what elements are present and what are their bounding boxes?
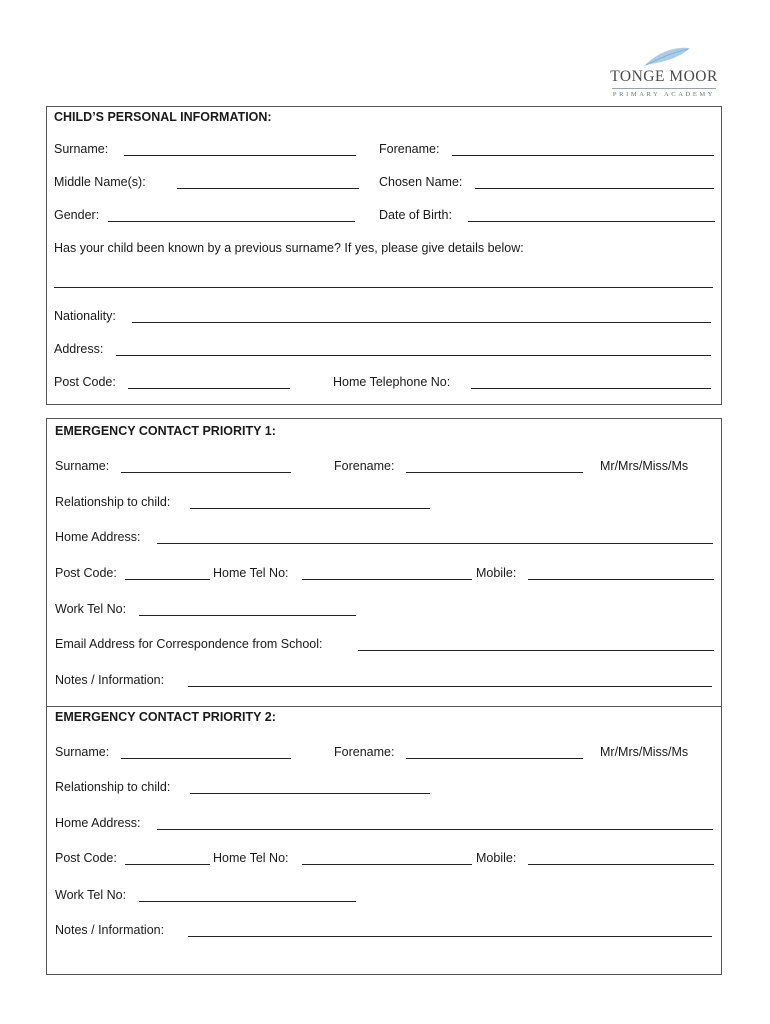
contact1-post-code-label: Post Code: [55, 566, 117, 580]
gender-label: Gender: [54, 208, 100, 222]
contact1-email-label: Email Address for Correspondence from School: [55, 637, 323, 651]
chosen-name-label: Chosen Name: [379, 175, 463, 189]
contact2-forename-field[interactable] [406, 758, 583, 759]
contact2-title-options[interactable]: Mr/Mrs/Miss/Ms [600, 745, 689, 759]
contact1-home-address-label: Home Address: [55, 530, 141, 544]
contact1-relationship-field[interactable] [190, 508, 430, 509]
contact1-home-tel-field[interactable] [302, 579, 472, 580]
surname-label: Surname: [54, 142, 109, 156]
contact2-home-address-label: Home Address: [55, 816, 141, 830]
contact2-notes-field[interactable] [188, 936, 712, 937]
middle-names-field[interactable] [177, 188, 359, 189]
contact1-title-options[interactable]: Mr/Mrs/Miss/Ms [600, 459, 689, 473]
feather-icon [642, 44, 692, 68]
address-field[interactable] [116, 355, 711, 356]
contact2-relationship-label: Relationship to child: [55, 780, 171, 794]
school-subtitle: PRIMARY ACADEMY [612, 91, 716, 98]
contact1-notes-label: Notes / Information: [55, 673, 165, 687]
contact1-home-tel-label: Home Tel No: [213, 566, 289, 580]
chosen-name-field[interactable] [475, 188, 714, 189]
contact1-mobile-label: Mobile: [476, 566, 517, 580]
contacts-divider [46, 706, 722, 707]
nationality-field[interactable] [132, 322, 711, 323]
post-code-field[interactable] [128, 388, 290, 389]
dob-label: Date of Birth: [379, 208, 452, 222]
school-logo [606, 44, 722, 102]
contact1-notes-field[interactable] [188, 686, 712, 687]
contact2-notes-label: Notes / Information: [55, 923, 165, 937]
contact2-mobile-label: Mobile: [476, 851, 517, 865]
forename-label: Forename: [379, 142, 440, 156]
contact2-home-address-field[interactable] [157, 829, 713, 830]
school-name: TONGE MOOR [610, 68, 718, 85]
contact1-forename-label: Forename: [334, 459, 395, 473]
contact1-work-tel-label: Work Tel No: [55, 602, 127, 616]
contact1-email-field[interactable] [358, 650, 714, 651]
contact1-mobile-field[interactable] [528, 579, 714, 580]
contact2-surname-field[interactable] [121, 758, 291, 759]
contact1-title: EMERGENCY CONTACT PRIORITY 1: [55, 424, 276, 438]
home-telephone-label: Home Telephone No: [333, 375, 451, 389]
contact2-forename-label: Forename: [334, 745, 395, 759]
contact1-home-address-field[interactable] [157, 543, 713, 544]
contact1-post-code-field[interactable] [125, 579, 210, 580]
previous-surname-field[interactable] [54, 287, 713, 288]
contact2-post-code-label: Post Code: [55, 851, 117, 865]
contact2-post-code-field[interactable] [125, 864, 210, 865]
contact2-relationship-field[interactable] [190, 793, 430, 794]
contact2-mobile-field[interactable] [528, 864, 714, 865]
contact2-home-tel-field[interactable] [302, 864, 472, 865]
contact2-home-tel-label: Home Tel No: [213, 851, 289, 865]
address-label: Address: [54, 342, 104, 356]
contact2-work-tel-field[interactable] [139, 901, 356, 902]
contact2-title: EMERGENCY CONTACT PRIORITY 2: [55, 710, 276, 724]
nationality-label: Nationality: [54, 309, 116, 323]
contact1-surname-label: Surname: [55, 459, 110, 473]
logo-divider [612, 88, 716, 89]
contact1-work-tel-field[interactable] [139, 615, 356, 616]
contact2-surname-label: Surname: [55, 745, 110, 759]
child-info-title: CHILD’S PERSONAL INFORMATION: [54, 110, 272, 124]
contact2-work-tel-label: Work Tel No: [55, 888, 127, 902]
previous-surname-question: Has your child been known by a previous surname? If yes, please give details below: [54, 241, 524, 255]
middle-names-label: Middle Name(s): [54, 175, 146, 189]
forename-field[interactable] [452, 155, 714, 156]
contact1-forename-field[interactable] [406, 472, 583, 473]
post-code-label: Post Code: [54, 375, 116, 389]
contact1-relationship-label: Relationship to child: [55, 495, 171, 509]
gender-field[interactable] [108, 221, 355, 222]
dob-field[interactable] [468, 221, 715, 222]
home-telephone-field[interactable] [471, 388, 711, 389]
contact1-surname-field[interactable] [121, 472, 291, 473]
surname-field[interactable] [124, 155, 356, 156]
